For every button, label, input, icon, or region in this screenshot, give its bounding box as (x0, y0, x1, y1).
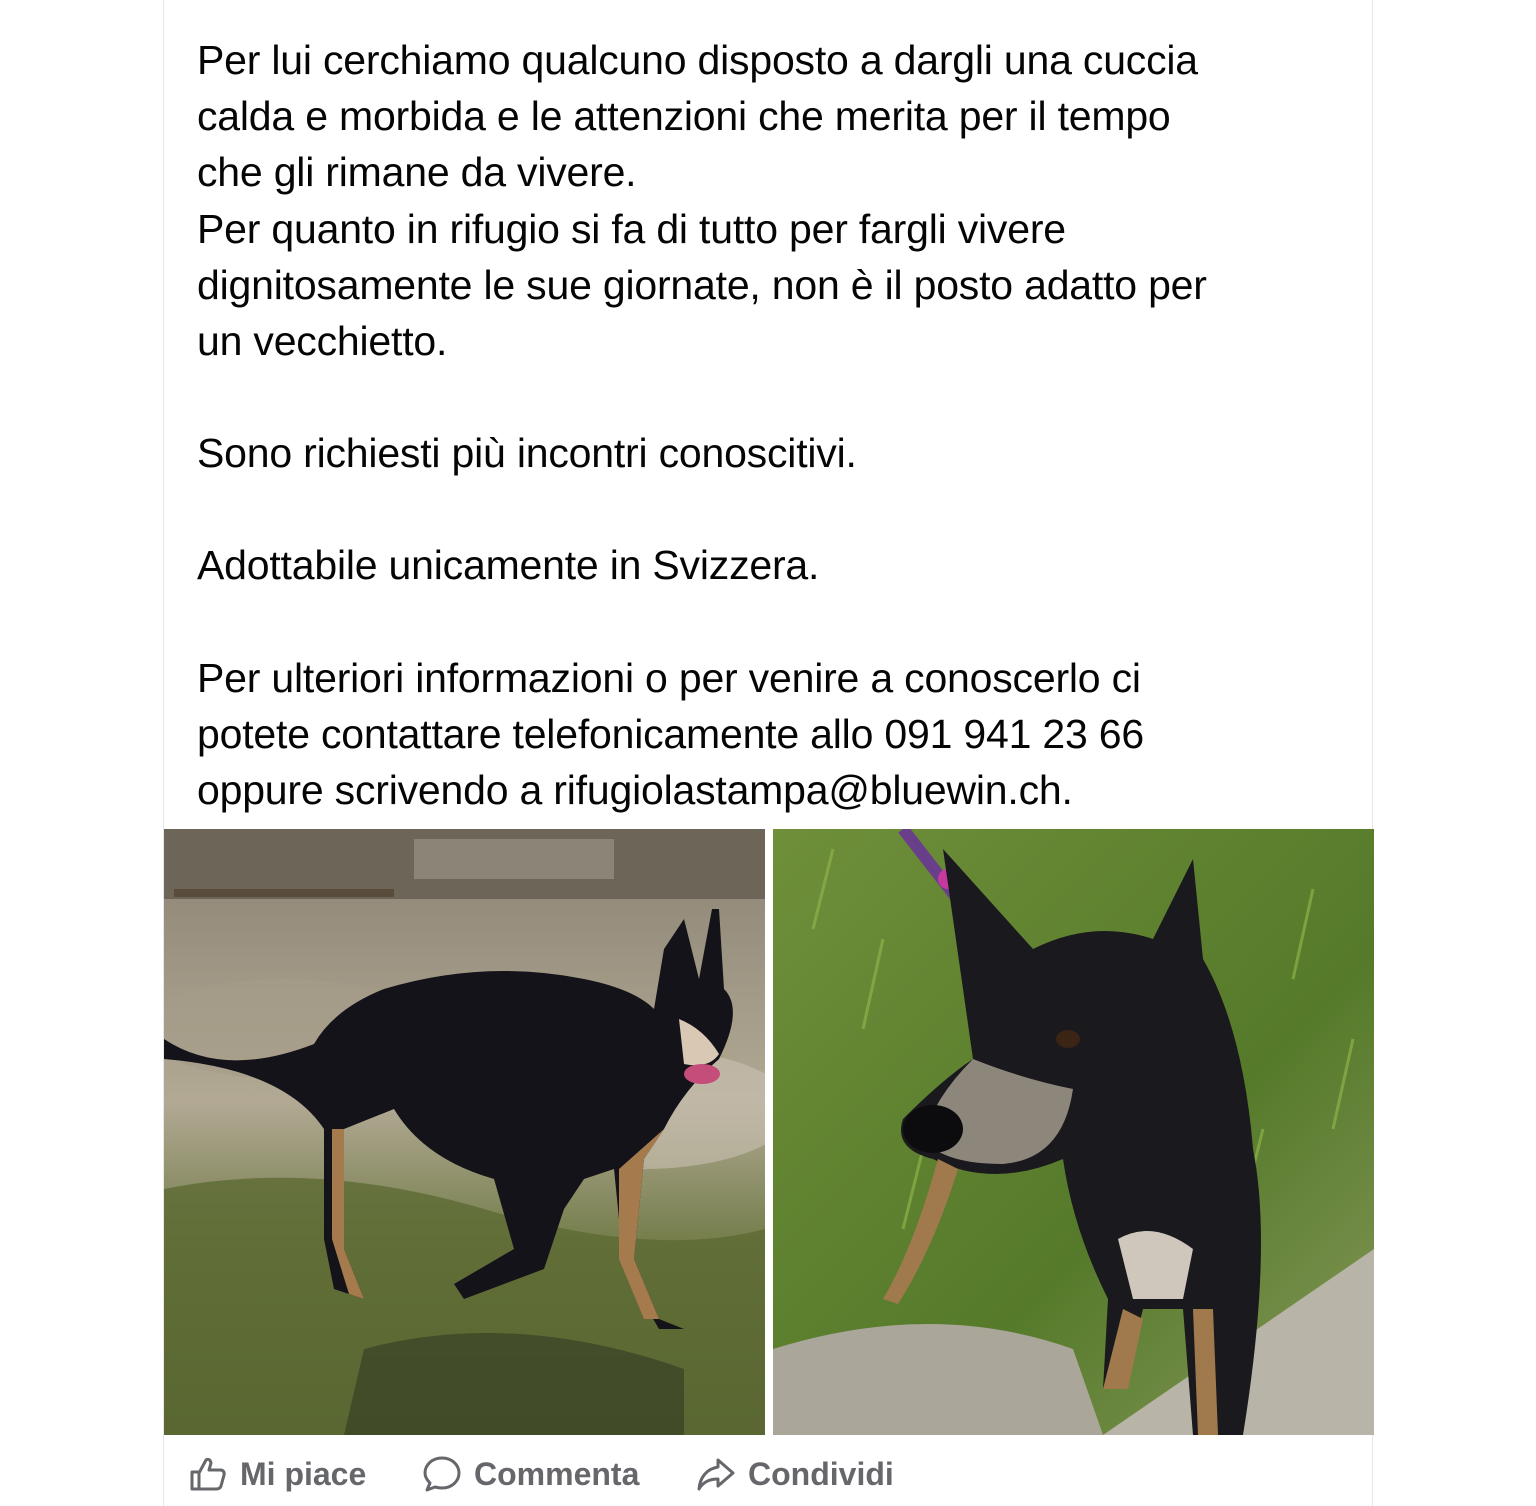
share-label: Condividi (748, 1455, 894, 1492)
like-button[interactable] (188, 1454, 366, 1494)
dog-photo-closeup[interactable] (773, 829, 1374, 1435)
post-action-bar (164, 1436, 1374, 1506)
post-paragraph-1: Per lui cerchiamo qualcuno disposto a dargli una cuccia calda e morbida e le attenzioni che merita per il tempo che gli rimane da vivere. Per quanto in rifugio si fa di tutto per fargli vivere dignitosamente le sue giornate, non è il posto adatto per un vecchietto. (197, 37, 1207, 365)
like-label: Mi piace (240, 1455, 367, 1492)
comment-button[interactable] (422, 1454, 639, 1494)
share-button[interactable] (696, 1454, 894, 1494)
post-paragraph-3: Adottabile unicamente in Svizzera. (197, 542, 820, 589)
speech-bubble-icon (422, 1454, 462, 1494)
post-paragraph-4: Per ulteriori informazioni o per venire a conoscerlo ci potete contattare telefonicamente allo 091 941 23 66 oppure scrivendo a rifugiolastampa@bluewin.ch. (197, 654, 1144, 814)
post-card (163, 0, 1373, 1506)
post-paragraph-2: Sono richiesti più incontri conoscitivi. (197, 430, 857, 477)
thumbs-up-icon (188, 1454, 228, 1494)
post-text (197, 32, 1347, 818)
comment-label: Commenta (474, 1455, 640, 1492)
dog-photo-standing[interactable] (164, 829, 765, 1435)
share-arrow-icon (696, 1454, 736, 1494)
photo-gallery (164, 829, 1374, 1435)
